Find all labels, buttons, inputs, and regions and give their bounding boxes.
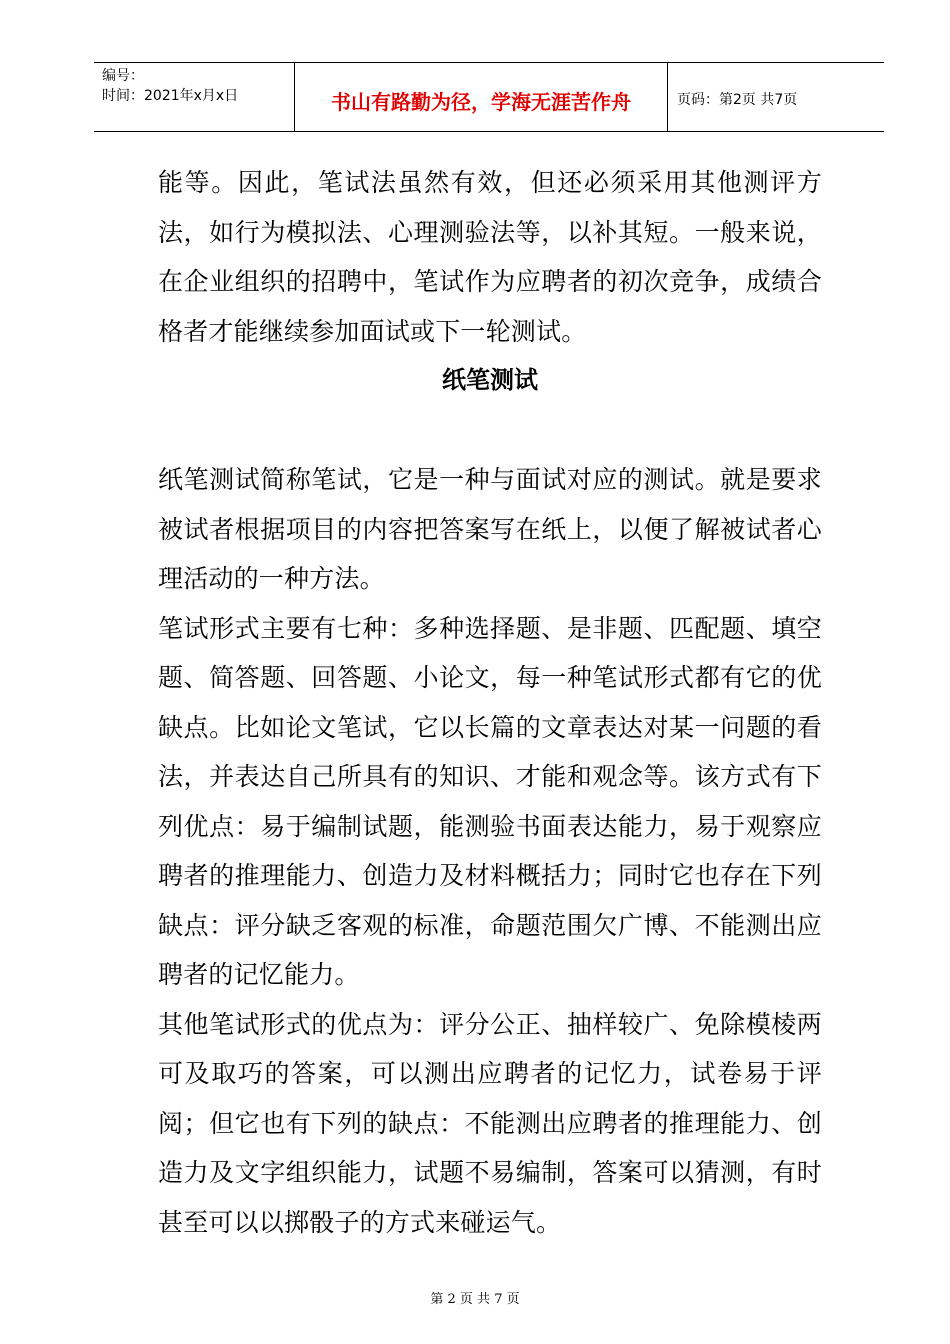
document-body: [158, 158, 822, 1247]
body-paragraph: 其他笔试形式的优点为：评分公正、抽样较广、免除模棱两可及取巧的答案，可以测出应聘者的记忆力，试卷易于评阅；但它也有下列的缺点：不能测出应聘者的推理能力、创造力及文字组织能力，试题不易编制，答案可以猜测，有时甚至可以以掷骰子的方式来碰运气。: [158, 1009, 822, 1237]
body-paragraph: 笔试形式主要有七种：多种选择题、是非题、匹配题、填空题、简答题、回答题、小论文，每一种笔试形式都有它的优缺点。比如论文笔试，它以长篇的文章表达对某一问题的看法，并表达自己所具有的知识、才能和观念等。该方式有下列优点：易于编制试题，能测验书面表达能力，易于观察应聘者的推理能力、创造力及材料概括力；同时它也存在下列缺点：评分缺乏客观的标准，命题范围欠广博、不能测出应聘者的记忆能力。: [158, 613, 822, 989]
document-time-label: 时间：2021年x月x日: [102, 88, 239, 104]
section-heading: 纸笔测试: [442, 366, 538, 394]
body-paragraph: 纸笔测试简称笔试，它是一种与面试对应的测试。就是要求被试者根据项目的内容把答案写在纸上，以便了解被试者心理活动的一种方法。: [158, 465, 822, 593]
blank-line: [158, 406, 822, 456]
header-page-cell: [667, 63, 884, 131]
page-footer: 第 2 页 共 7 页: [430, 1292, 520, 1307]
header-motto-cell: [294, 63, 668, 131]
document-number-label: 编号：: [102, 68, 144, 84]
body-paragraph: 能等。因此，笔试法虽然有效，但还必须采用其他测评方法，如行为模拟法、心理测验法等，以补其短。一般来说，在企业组织的招聘中，笔试作为应聘者的初次竞争，成绩合格者才能继续参加面试或下一轮测试。: [158, 168, 822, 346]
page-header: [94, 62, 884, 132]
header-motto: 书山有路勤为径，学海无涯苦作舟: [331, 90, 631, 114]
header-page-number: 页码：第2页 共7页: [677, 92, 798, 108]
header-meta: [94, 63, 294, 131]
